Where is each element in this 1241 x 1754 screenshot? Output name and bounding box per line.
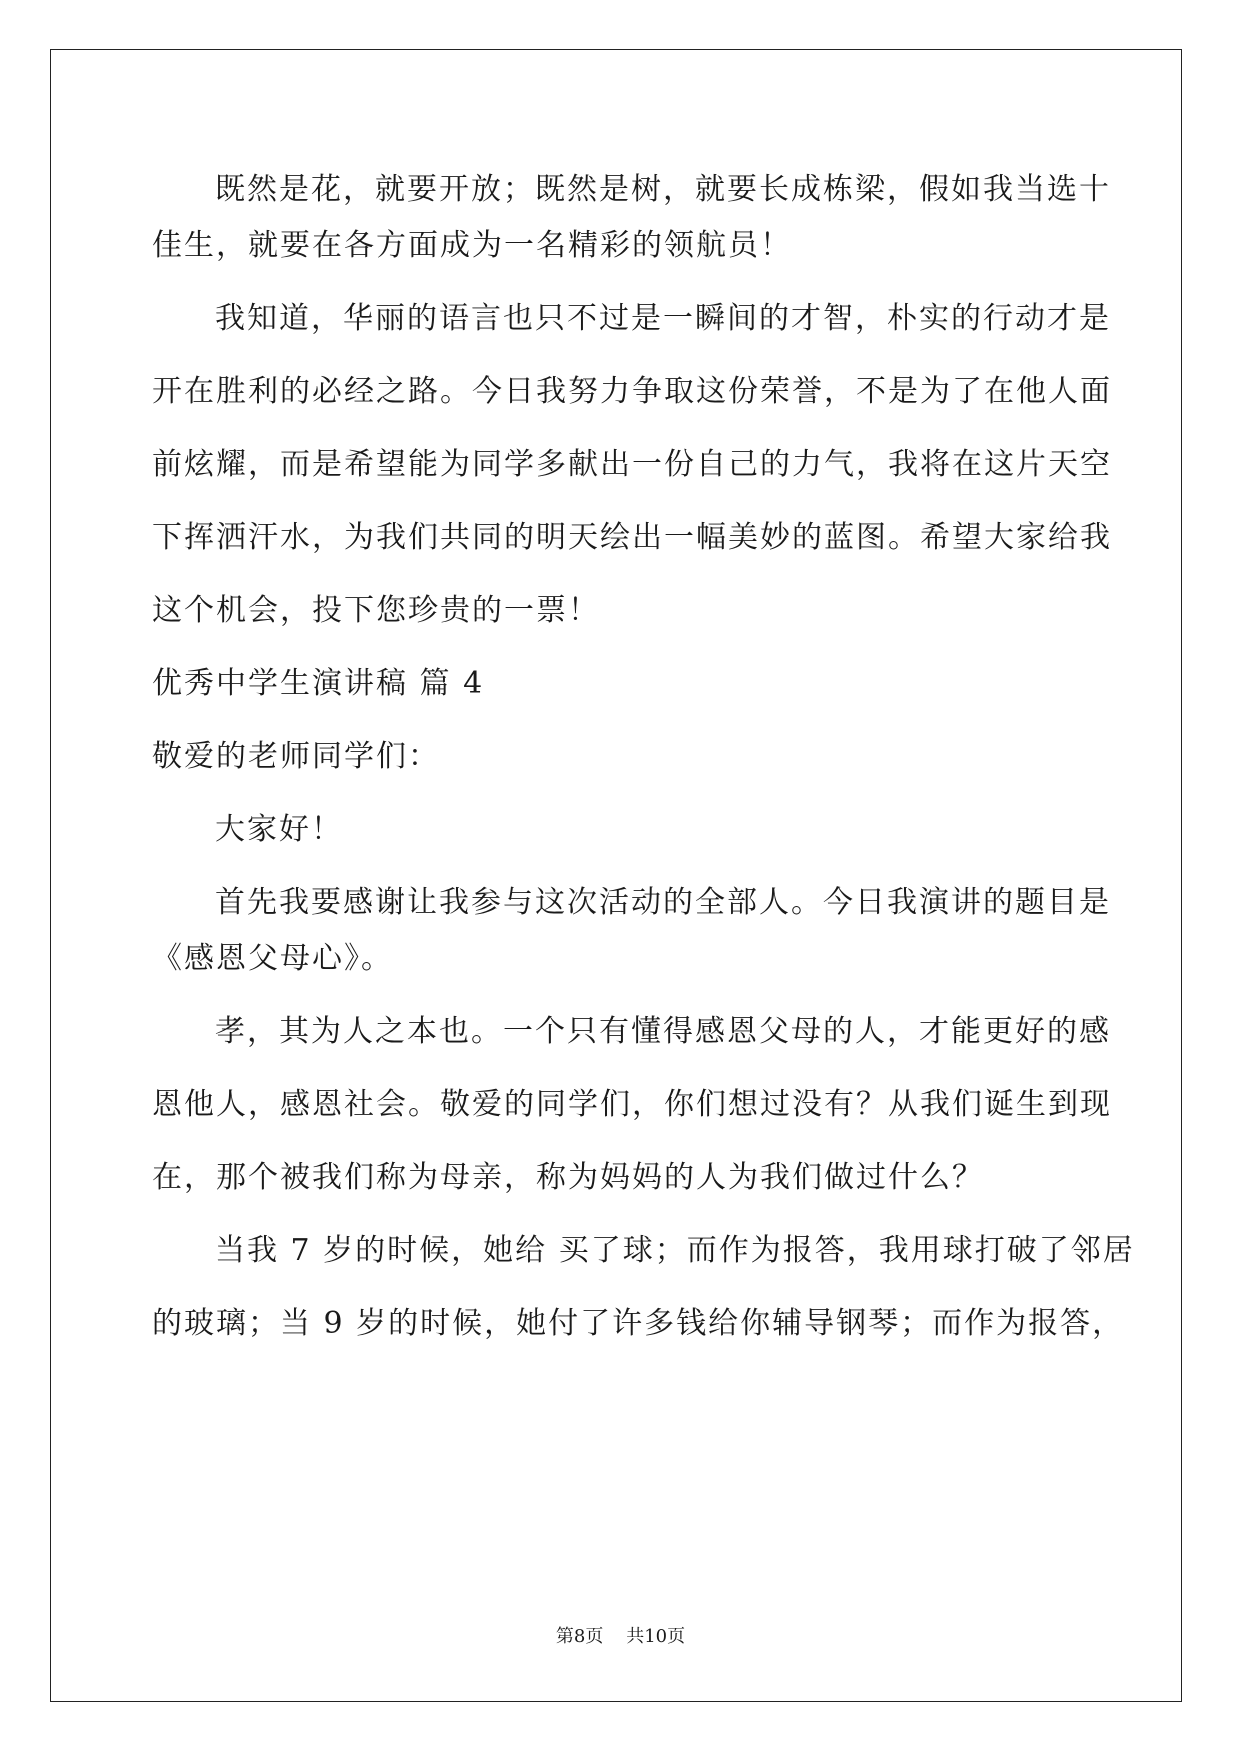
text-line: 《感恩父母心》。 bbox=[152, 941, 393, 976]
text-line: 这个机会，投下您珍贵的一票！ bbox=[152, 593, 600, 628]
text-line: 恩他人，感恩社会。敬爱的同学们，你们想过没有？从我们诞生到现 bbox=[152, 1087, 1112, 1122]
text-line: 前炫耀，而是希望能为同学多献出一份自己的力气，我将在这片天空 bbox=[152, 447, 1112, 482]
text-line: 下挥洒汗水，为我们共同的明天绘出一幅美妙的蓝图。希望大家给我 bbox=[152, 520, 1112, 555]
text-line: 在，那个被我们称为母亲，称为妈妈的人为我们做过什么？ bbox=[152, 1160, 984, 1195]
text-line: 首先我要感谢让我参与这次活动的全部人。今日我演讲的题目是 bbox=[215, 885, 1111, 920]
text-line: 孝，其为人之本也。一个只有懂得感恩父母的人，才能更好的感 bbox=[215, 1014, 1111, 1049]
text-line: 佳生，就要在各方面成为一名精彩的领航员！ bbox=[152, 228, 792, 263]
section-heading: 优秀中学生演讲稿 篇 4 bbox=[152, 666, 485, 701]
text-line: 开在胜利的必经之路。今日我努力争取这份荣誉，不是为了在他人面 bbox=[152, 374, 1112, 409]
greeting: 大家好！ bbox=[215, 812, 343, 847]
salutation: 敬爱的老师同学们： bbox=[152, 739, 440, 774]
text-line: 既然是花，就要开放；既然是树，就要长成栋梁，假如我当选十 bbox=[215, 172, 1111, 207]
page-number-footer: 第8页 共10页 bbox=[555, 1626, 686, 1647]
page-border bbox=[50, 49, 1182, 1702]
text-line: 我知道，华丽的语言也只不过是一瞬间的才智，朴实的行动才是 bbox=[215, 301, 1111, 336]
text-line: 的玻璃；当 9 岁的时候，她付了许多钱给你辅导钢琴；而作为报答， bbox=[152, 1306, 1125, 1341]
text-line: 当我 7 岁的时候，她给 买了球；而作为报答，我用球打破了邻居 bbox=[215, 1233, 1135, 1268]
